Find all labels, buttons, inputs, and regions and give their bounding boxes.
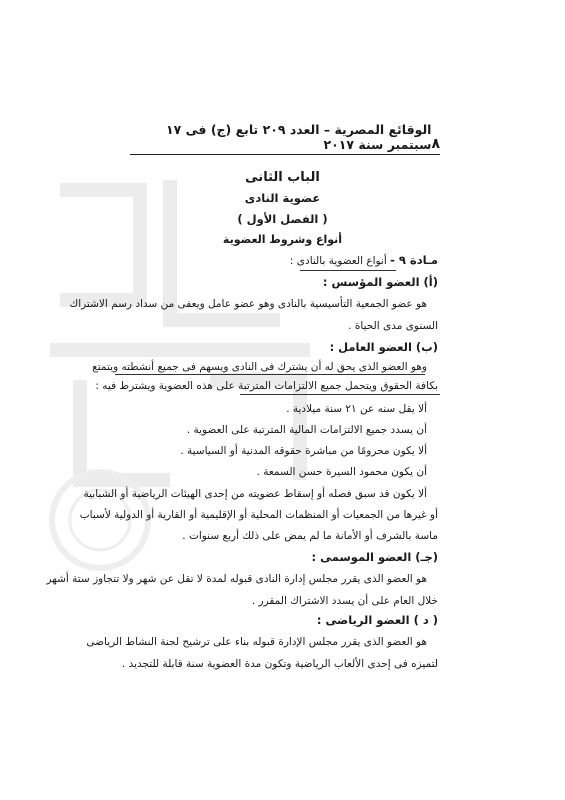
- seasonal-line-1: هو العضو الذى يقرر مجلس إدارة النادى قبوله لمدة لا تقل عن شهر ولا تتجاوز ستة أشهر: [46, 573, 427, 585]
- category-heading-working: (ب) العضو العامل :: [329, 340, 438, 354]
- article-title: أنواع العضوية بالنادى :: [289, 255, 387, 267]
- page-header: [130, 122, 440, 155]
- sports-line-1: هو العضو الذى يقرر مجلس الإدارة قبوله بناء على ترشيح لجنة النشاط الرياضى: [86, 636, 427, 648]
- article-label: مـادة ٩ -: [390, 253, 438, 267]
- category-heading-founding: (أ) العضو المؤسس :: [322, 275, 438, 289]
- page-number: ٨: [431, 136, 440, 152]
- article-heading: [290, 253, 438, 268]
- working-underline-1: [115, 374, 425, 375]
- category-heading-seasonal: (جـ) العضو الموسمى :: [311, 550, 438, 564]
- condition-5-line-1: ألا يكون قد سبق فصله أو إسقاط عضويته من إحدى الهيئات الرياضية أو الشبابية: [83, 488, 427, 500]
- sports-line-2: لتميزه فى إحدى الألعاب الرياضية وتكون مدة العضوية سنة قابلة للتجديد .: [121, 658, 438, 670]
- chapter-subheading: عضوية النادى: [244, 191, 321, 205]
- founding-line-2: السنوى مدى الحياة .: [348, 320, 438, 332]
- working-line-2: بكافة الحقوق ويتحمل جميع الالتزامات المترتبة على هذه العضوية ويشترط فيه :: [95, 380, 438, 392]
- chapter-heading: الباب الثانى: [245, 170, 320, 185]
- section-title: أنواع وشروط العضوية: [222, 233, 343, 246]
- working-underline-2: [240, 394, 440, 395]
- condition-4: أن يكون محمود السيرة حسن السمعة .: [256, 466, 427, 478]
- condition-5-line-2: أو غيرها من الجمعيات أو المنظمات المحلية أو الإقليمية أو القارية أو الدولية لأسباب: [79, 509, 438, 521]
- category-heading-sports: ( د ) العضو الرياضى :: [316, 613, 438, 627]
- condition-5-line-3: ماسة بالشرف أو الأمانة ما لم يمض على ذلك أربع سنوات .: [182, 530, 438, 542]
- condition-3: ألا يكون محرومًا من مباشرة حقوقه المدنية أو السياسية .: [180, 445, 427, 457]
- condition-1: ألا يقل سنه عن ٢١ سنة ميلادية .: [286, 403, 427, 415]
- condition-2: أن يسدد جميع الالتزامات المالية المترتبة على العضوية .: [186, 424, 427, 436]
- seasonal-line-2: خلال العام على أن يسدد الاشتراك المقرر .: [251, 595, 438, 607]
- article-underline: [300, 270, 396, 271]
- working-line-1: وهو العضو الذى يحق له أن يشترك فى النادى ويسهم فى جميع أنشطته ويتمتع: [92, 361, 427, 373]
- section-label: ( الفصل الأول ): [237, 212, 328, 226]
- gazette-title: الوقائع المصرية – العدد ٢٠٩ تابع (ج) فى ١٧ سبتمبر سنة ٢٠١٧: [166, 122, 432, 152]
- founding-line-1: هو عضو الجمعية التأسيسية بالنادى وهو عضو عامل ويعفى من سداد رسم الاشتراك: [69, 298, 427, 310]
